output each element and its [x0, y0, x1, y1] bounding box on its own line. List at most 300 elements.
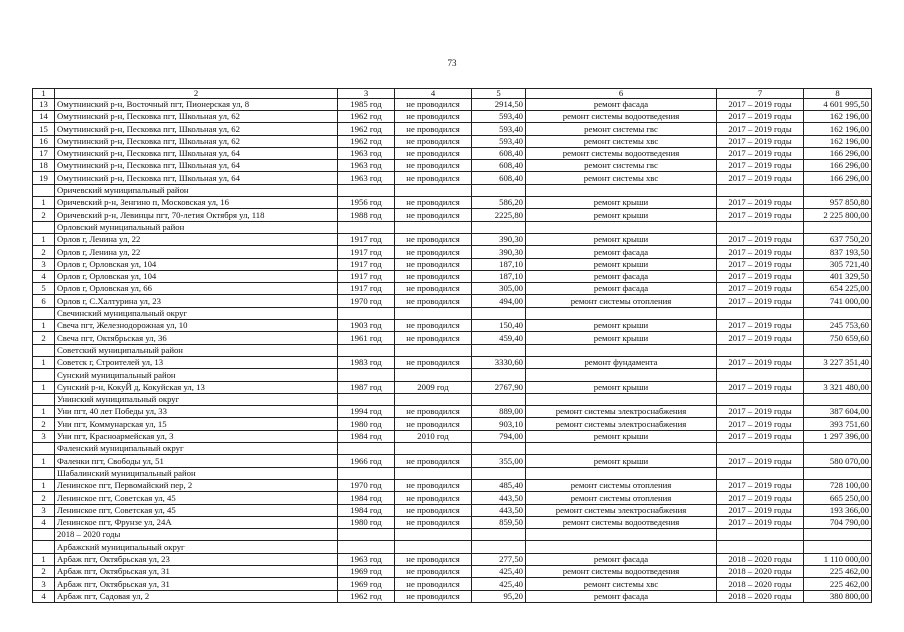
build-year-cell: 1903 год: [338, 320, 395, 332]
table-row: [33, 98, 872, 110]
address-cell: Уни пгт, 40 лет Победы ул, 33: [55, 406, 338, 418]
row-number: 1: [33, 381, 55, 393]
cost-cell: 741 000,00: [804, 295, 872, 307]
last-repair-cell: не проводился: [395, 320, 472, 332]
empty-cell: [395, 221, 472, 233]
row-number: 15: [33, 123, 55, 135]
work-type-cell: ремонт системы водоотведения: [526, 111, 717, 123]
area-cell: 586,20: [472, 197, 526, 209]
cost-cell: 401 329,50: [804, 270, 872, 282]
build-year-cell: 1966 год: [338, 455, 395, 467]
address-cell: Омутнинский р-н, Песковка пгт, Школьная ул, 64: [55, 160, 338, 172]
column-number: 5: [472, 89, 526, 99]
last-repair-cell: не проводился: [395, 332, 472, 344]
address-cell: Ленинское пгт, Советская ул, 45: [55, 504, 338, 516]
table-row: [33, 295, 872, 307]
empty-cell: [338, 221, 395, 233]
section-row: [33, 307, 872, 319]
section-row: [33, 467, 872, 479]
row-number: 17: [33, 147, 55, 159]
address-cell: Свеча пгт, Октябрьская ул, 36: [55, 332, 338, 344]
work-type-cell: ремонт системы электроснабжения: [526, 418, 717, 430]
row-number: 4: [33, 590, 55, 602]
row-number: 1: [33, 356, 55, 368]
period-cell: 2018 – 2020 годы: [717, 553, 804, 565]
row-number: 6: [33, 295, 55, 307]
work-type-cell: ремонт системы электроснабжения: [526, 504, 717, 516]
section-row: [33, 344, 872, 356]
empty-cell: [526, 307, 717, 319]
address-cell: Ленинское пгт, Фрунзе ул, 24А: [55, 516, 338, 528]
build-year-cell: 1983 год: [338, 356, 395, 368]
period-cell: 2017 – 2019 годы: [717, 283, 804, 295]
area-cell: 859,50: [472, 516, 526, 528]
work-type-cell: ремонт фундамента: [526, 356, 717, 368]
area-cell: 485,40: [472, 479, 526, 491]
cost-cell: 750 659,60: [804, 332, 872, 344]
repair-program-table: [32, 88, 872, 603]
table-row: [33, 283, 872, 295]
period-cell: 2017 – 2019 годы: [717, 381, 804, 393]
build-year-cell: 1962 год: [338, 590, 395, 602]
last-repair-cell: не проводился: [395, 172, 472, 184]
build-year-cell: 1970 год: [338, 295, 395, 307]
column-number: 2: [55, 89, 338, 99]
empty-cell: [717, 344, 804, 356]
empty-cell: [395, 393, 472, 405]
address-cell: Арбаж пгт, Садовая ул, 2: [55, 590, 338, 602]
empty-cell: [338, 393, 395, 405]
empty-cell: [526, 221, 717, 233]
address-cell: Уни пгт, Коммунарская ул, 15: [55, 418, 338, 430]
cost-cell: 245 753,60: [804, 320, 872, 332]
period-cell: 2017 – 2019 годы: [717, 295, 804, 307]
area-cell: 889,00: [472, 406, 526, 418]
empty-cell: [338, 529, 395, 541]
empty-cell: [472, 344, 526, 356]
work-type-cell: ремонт системы электроснабжения: [526, 406, 717, 418]
work-type-cell: ремонт системы хвс: [526, 578, 717, 590]
section-title: Оричевский муниципальный район: [55, 184, 338, 196]
empty-cell: [472, 467, 526, 479]
address-cell: Орлов г, Орловская ул, 104: [55, 258, 338, 270]
work-type-cell: ремонт фасада: [526, 590, 717, 602]
table-row: [33, 160, 872, 172]
area-cell: 794,00: [472, 430, 526, 442]
address-cell: Ленинское пгт, Первомайский пер, 2: [55, 479, 338, 491]
row-number: 5: [33, 283, 55, 295]
build-year-cell: 1969 год: [338, 578, 395, 590]
row-number: 16: [33, 135, 55, 147]
build-year-cell: 1917 год: [338, 246, 395, 258]
table-row: [33, 430, 872, 442]
work-type-cell: ремонт фасада: [526, 283, 717, 295]
period-cell: 2017 – 2019 годы: [717, 172, 804, 184]
empty-cell: [338, 467, 395, 479]
area-cell: 608,40: [472, 172, 526, 184]
empty-cell: [395, 443, 472, 455]
cost-cell: 957 850,80: [804, 197, 872, 209]
section-title: Свечинский муниципальный округ: [55, 307, 338, 319]
period-cell: 2017 – 2019 годы: [717, 233, 804, 245]
table-row: [33, 123, 872, 135]
empty-cell: [526, 184, 717, 196]
area-cell: 95,20: [472, 590, 526, 602]
area-cell: 355,00: [472, 455, 526, 467]
empty-cell: [717, 221, 804, 233]
address-cell: Омутнинский р-н, Восточный пгт, Пионерская ул, 8: [55, 98, 338, 110]
table-row: [33, 479, 872, 491]
empty-cell: [33, 443, 55, 455]
area-cell: 494,00: [472, 295, 526, 307]
table-row: [33, 233, 872, 245]
empty-cell: [33, 529, 55, 541]
work-type-cell: ремонт системы гвс: [526, 160, 717, 172]
area-cell: 277,50: [472, 553, 526, 565]
work-type-cell: ремонт системы отопления: [526, 479, 717, 491]
build-year-cell: 1963 год: [338, 160, 395, 172]
empty-cell: [472, 529, 526, 541]
empty-cell: [717, 529, 804, 541]
empty-cell: [472, 541, 526, 553]
area-cell: 187,10: [472, 258, 526, 270]
cost-cell: 166 296,00: [804, 172, 872, 184]
cost-cell: 2 225 800,00: [804, 209, 872, 221]
empty-cell: [717, 393, 804, 405]
area-cell: 443,50: [472, 504, 526, 516]
work-type-cell: ремонт системы водоотведения: [526, 147, 717, 159]
row-number: 14: [33, 111, 55, 123]
empty-cell: [472, 221, 526, 233]
empty-cell: [33, 307, 55, 319]
table-row: [33, 258, 872, 270]
build-year-cell: 1962 год: [338, 123, 395, 135]
period-cell: 2017 – 2019 годы: [717, 98, 804, 110]
empty-cell: [804, 541, 872, 553]
last-repair-cell: не проводился: [395, 197, 472, 209]
empty-cell: [33, 221, 55, 233]
table-body: [33, 89, 872, 603]
table-row: [33, 381, 872, 393]
cost-cell: 162 196,00: [804, 135, 872, 147]
column-number: 1: [33, 89, 55, 99]
area-cell: 593,40: [472, 135, 526, 147]
work-type-cell: ремонт фасада: [526, 553, 717, 565]
work-type-cell: ремонт фасада: [526, 98, 717, 110]
empty-cell: [338, 443, 395, 455]
last-repair-cell: не проводился: [395, 406, 472, 418]
last-repair-cell: 2010 год: [395, 430, 472, 442]
empty-cell: [395, 307, 472, 319]
row-number: 3: [33, 430, 55, 442]
cost-cell: 225 462,00: [804, 565, 872, 577]
table-row: [33, 147, 872, 159]
empty-cell: [33, 184, 55, 196]
row-number: 1: [33, 406, 55, 418]
row-number: 4: [33, 270, 55, 282]
table-row: [33, 492, 872, 504]
work-type-cell: ремонт крыши: [526, 381, 717, 393]
empty-cell: [526, 393, 717, 405]
empty-cell: [717, 467, 804, 479]
empty-cell: [526, 369, 717, 381]
cost-cell: 225 462,00: [804, 578, 872, 590]
last-repair-cell: 2009 год: [395, 381, 472, 393]
period-cell: 2017 – 2019 годы: [717, 492, 804, 504]
address-cell: Орлов г, Орловская ул, 104: [55, 270, 338, 282]
last-repair-cell: не проводился: [395, 209, 472, 221]
address-cell: Орлов г, Орловская ул, 66: [55, 283, 338, 295]
row-number: 13: [33, 98, 55, 110]
section-title: Унинский муниципальный округ: [55, 393, 338, 405]
period-cell: 2017 – 2019 годы: [717, 160, 804, 172]
cost-cell: 193 366,00: [804, 504, 872, 516]
area-cell: 593,40: [472, 123, 526, 135]
period-cell: 2018 – 2020 годы: [717, 578, 804, 590]
period-cell: 2017 – 2019 годы: [717, 418, 804, 430]
table-row: [33, 406, 872, 418]
address-cell: Советск г, Строителей ул, 13: [55, 356, 338, 368]
section-row: [33, 393, 872, 405]
last-repair-cell: не проводился: [395, 504, 472, 516]
empty-cell: [804, 529, 872, 541]
empty-cell: [804, 393, 872, 405]
last-repair-cell: не проводился: [395, 283, 472, 295]
column-number: 3: [338, 89, 395, 99]
section-row: [33, 529, 872, 541]
empty-cell: [526, 467, 717, 479]
column-number: 8: [804, 89, 872, 99]
build-year-cell: 1994 год: [338, 406, 395, 418]
address-cell: Омутнинский р-н, Песковка пгт, Школьная ул, 62: [55, 123, 338, 135]
row-number: 4: [33, 516, 55, 528]
cost-cell: 166 296,00: [804, 160, 872, 172]
last-repair-cell: не проводился: [395, 590, 472, 602]
period-cell: 2017 – 2019 годы: [717, 111, 804, 123]
column-number: 7: [717, 89, 804, 99]
table-row: [33, 135, 872, 147]
section-title: 2018 – 2020 годы: [55, 529, 338, 541]
address-cell: Омутнинский р-н, Песковка пгт, Школьная ул, 62: [55, 135, 338, 147]
address-cell: Арбаж пгт, Октябрьская ул, 31: [55, 578, 338, 590]
period-cell: 2017 – 2019 годы: [717, 455, 804, 467]
section-row: [33, 221, 872, 233]
empty-cell: [338, 541, 395, 553]
row-number: 2: [33, 492, 55, 504]
period-cell: 2018 – 2020 годы: [717, 590, 804, 602]
cost-cell: 3 227 351,40: [804, 356, 872, 368]
build-year-cell: 1917 год: [338, 283, 395, 295]
period-cell: 2017 – 2019 годы: [717, 246, 804, 258]
period-cell: 2017 – 2019 годы: [717, 406, 804, 418]
address-cell: Ленинское пгт, Советская ул, 45: [55, 492, 338, 504]
area-cell: 305,00: [472, 283, 526, 295]
build-year-cell: 1961 год: [338, 332, 395, 344]
build-year-cell: 1970 год: [338, 479, 395, 491]
last-repair-cell: не проводился: [395, 553, 472, 565]
empty-cell: [804, 467, 872, 479]
area-cell: 3330,60: [472, 356, 526, 368]
cost-cell: 166 296,00: [804, 147, 872, 159]
empty-cell: [338, 344, 395, 356]
work-type-cell: ремонт крыши: [526, 233, 717, 245]
last-repair-cell: не проводился: [395, 356, 472, 368]
address-cell: Орлов г, Ленина ул, 22: [55, 233, 338, 245]
row-number: 3: [33, 504, 55, 516]
build-year-cell: 1984 год: [338, 504, 395, 516]
cost-cell: 704 790,00: [804, 516, 872, 528]
column-number-row: [33, 89, 872, 99]
table-row: [33, 590, 872, 602]
address-cell: Арбаж пгт, Октябрьская ул, 23: [55, 553, 338, 565]
cost-cell: 305 721,40: [804, 258, 872, 270]
empty-cell: [804, 307, 872, 319]
cost-cell: 393 751,60: [804, 418, 872, 430]
area-cell: 903,10: [472, 418, 526, 430]
cost-cell: 665 250,00: [804, 492, 872, 504]
row-number: 2: [33, 418, 55, 430]
section-title: Орловский муниципальный район: [55, 221, 338, 233]
address-cell: Оричевский р-н, Левинцы пгт, 70-летия Октября ул, 118: [55, 209, 338, 221]
period-cell: 2017 – 2019 годы: [717, 270, 804, 282]
period-cell: 2017 – 2019 годы: [717, 197, 804, 209]
last-repair-cell: не проводился: [395, 578, 472, 590]
page-number: 73: [447, 58, 457, 68]
period-cell: 2017 – 2019 годы: [717, 516, 804, 528]
table-row: [33, 270, 872, 282]
empty-cell: [526, 541, 717, 553]
empty-cell: [395, 529, 472, 541]
period-cell: 2017 – 2019 годы: [717, 320, 804, 332]
period-cell: 2017 – 2019 годы: [717, 123, 804, 135]
row-number: 1: [33, 233, 55, 245]
last-repair-cell: не проводился: [395, 455, 472, 467]
area-cell: 459,40: [472, 332, 526, 344]
work-type-cell: ремонт крыши: [526, 209, 717, 221]
cost-cell: 837 193,50: [804, 246, 872, 258]
address-cell: Оричевский р-н, Зенгино п, Московская ул, 16: [55, 197, 338, 209]
empty-cell: [717, 443, 804, 455]
work-type-cell: ремонт системы хвс: [526, 135, 717, 147]
last-repair-cell: не проводился: [395, 270, 472, 282]
table-row: [33, 246, 872, 258]
row-number: 1: [33, 320, 55, 332]
area-cell: 150,40: [472, 320, 526, 332]
work-type-cell: ремонт системы хвс: [526, 172, 717, 184]
work-type-cell: ремонт системы отопления: [526, 492, 717, 504]
last-repair-cell: не проводился: [395, 418, 472, 430]
cost-cell: 162 196,00: [804, 123, 872, 135]
empty-cell: [472, 393, 526, 405]
table-row: [33, 455, 872, 467]
last-repair-cell: не проводился: [395, 246, 472, 258]
address-cell: Омутнинский р-н, Песковка пгт, Школьная ул, 64: [55, 172, 338, 184]
empty-cell: [717, 541, 804, 553]
row-number: 3: [33, 258, 55, 270]
area-cell: 443,50: [472, 492, 526, 504]
empty-cell: [804, 221, 872, 233]
last-repair-cell: не проводился: [395, 492, 472, 504]
build-year-cell: 1984 год: [338, 492, 395, 504]
row-number: 2: [33, 209, 55, 221]
area-cell: 425,40: [472, 565, 526, 577]
work-type-cell: ремонт крыши: [526, 332, 717, 344]
period-cell: 2017 – 2019 годы: [717, 209, 804, 221]
build-year-cell: 1917 год: [338, 270, 395, 282]
last-repair-cell: не проводился: [395, 160, 472, 172]
empty-cell: [717, 369, 804, 381]
table-row: [33, 418, 872, 430]
row-number: 1: [33, 197, 55, 209]
address-cell: Омутнинский р-н, Песковка пгт, Школьная ул, 64: [55, 147, 338, 159]
area-cell: 608,40: [472, 147, 526, 159]
row-number: 1: [33, 455, 55, 467]
build-year-cell: 1980 год: [338, 516, 395, 528]
period-cell: 2017 – 2019 годы: [717, 430, 804, 442]
empty-cell: [395, 541, 472, 553]
empty-cell: [472, 184, 526, 196]
address-cell: Орлов г, С.Халтурина ул, 23: [55, 295, 338, 307]
build-year-cell: 1984 год: [338, 430, 395, 442]
table-row: [33, 504, 872, 516]
period-cell: 2017 – 2019 годы: [717, 356, 804, 368]
address-cell: Фаленки пгт, Свободы ул, 51: [55, 455, 338, 467]
row-number: 18: [33, 160, 55, 172]
last-repair-cell: не проводился: [395, 233, 472, 245]
area-cell: 2914,50: [472, 98, 526, 110]
cost-cell: 1 110 000,00: [804, 553, 872, 565]
address-cell: Арбаж пгт, Октябрьская ул, 31: [55, 565, 338, 577]
build-year-cell: 1917 год: [338, 233, 395, 245]
section-title: Фаленский муниципальный округ: [55, 443, 338, 455]
build-year-cell: 1962 год: [338, 135, 395, 147]
empty-cell: [472, 443, 526, 455]
work-type-cell: ремонт крыши: [526, 320, 717, 332]
row-number: 2: [33, 246, 55, 258]
build-year-cell: 1980 год: [338, 418, 395, 430]
period-cell: 2017 – 2019 годы: [717, 135, 804, 147]
cost-cell: 4 601 995,50: [804, 98, 872, 110]
section-title: Советский муниципальный район: [55, 344, 338, 356]
work-type-cell: ремонт системы отопления: [526, 295, 717, 307]
build-year-cell: 1963 год: [338, 172, 395, 184]
address-cell: Омутнинский р-н, Песковка пгт, Школьная ул, 62: [55, 111, 338, 123]
last-repair-cell: не проводился: [395, 516, 472, 528]
last-repair-cell: не проводился: [395, 111, 472, 123]
empty-cell: [472, 307, 526, 319]
row-number: 1: [33, 479, 55, 491]
last-repair-cell: не проводился: [395, 135, 472, 147]
work-type-cell: ремонт системы водоотведения: [526, 516, 717, 528]
empty-cell: [804, 443, 872, 455]
section-row: [33, 443, 872, 455]
empty-cell: [338, 307, 395, 319]
build-year-cell: 1963 год: [338, 147, 395, 159]
empty-cell: [395, 184, 472, 196]
build-year-cell: 1963 год: [338, 553, 395, 565]
cost-cell: 380 800,00: [804, 590, 872, 602]
section-row: [33, 541, 872, 553]
period-cell: 2018 – 2020 годы: [717, 565, 804, 577]
empty-cell: [33, 369, 55, 381]
area-cell: 187,10: [472, 270, 526, 282]
empty-cell: [338, 369, 395, 381]
empty-cell: [33, 344, 55, 356]
empty-cell: [33, 541, 55, 553]
last-repair-cell: не проводился: [395, 295, 472, 307]
cost-cell: 654 225,00: [804, 283, 872, 295]
table-row: [33, 197, 872, 209]
